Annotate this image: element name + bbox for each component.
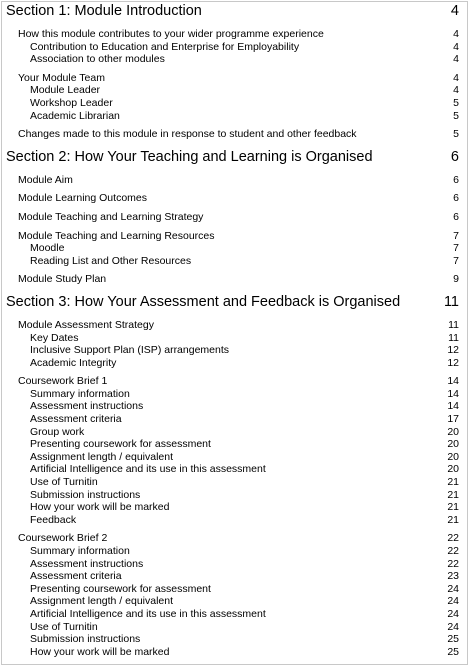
toc-page-number: 20 (447, 425, 459, 438)
toc-heading-entry[interactable] (6, 192, 459, 205)
toc-page-number: 22 (447, 532, 459, 545)
toc-page-number: 7 (453, 242, 459, 255)
toc-entry-title: Module Leader (30, 84, 101, 97)
toc-page-number: 21 (447, 488, 459, 501)
toc-entry-title: Assignment length / equivalent (30, 595, 174, 608)
toc-entry-title: Use of Turnitin (30, 620, 98, 633)
toc-heading-entry[interactable] (6, 375, 459, 388)
toc-page-number: 4 (453, 28, 459, 40)
toc-subheading-entry[interactable] (6, 570, 459, 583)
toc-entry-title: How your work will be marked (30, 645, 170, 658)
toc-subheading-entry[interactable] (6, 413, 459, 426)
toc-entry-title: Presenting coursework for assessment (30, 582, 211, 595)
toc-page-number: 23 (447, 570, 459, 583)
toc-page-number: 5 (453, 128, 459, 141)
toc-section-entry[interactable] (6, 294, 459, 311)
toc-page-number: 4 (453, 53, 459, 66)
toc-entry-title: Module Assessment Strategy (18, 318, 154, 331)
toc-page-number: 14 (447, 375, 459, 388)
toc-page-number: 21 (447, 476, 459, 489)
toc-page-number: 6 (453, 192, 459, 205)
toc-heading-entry[interactable] (6, 230, 459, 243)
toc-heading-entry[interactable] (6, 211, 459, 224)
toc-entry-title: Assessment instructions (30, 400, 144, 413)
toc-entry-title: Section 2: How Your Teaching and Learning is Organised (6, 148, 373, 165)
toc-entry-title: Coursework Brief 2 (18, 532, 108, 545)
toc-page-number: 11 (448, 331, 459, 344)
toc-page-number: 20 (447, 438, 459, 451)
toc-entry-title: Reading List and Other Resources (30, 254, 192, 267)
toc-entry-title: Use of Turnitin (30, 476, 98, 489)
toc-subheading-entry[interactable] (6, 110, 459, 123)
toc-page-number: 22 (447, 545, 459, 557)
toc-entry-title: Moodle (30, 242, 65, 255)
toc-page-number: 21 (447, 513, 459, 526)
toc-entry-title: Module Learning Outcomes (18, 192, 147, 205)
toc-page-number: 11 (448, 318, 459, 331)
toc-entry-title: Your Module Team (18, 71, 105, 84)
toc-entry-title: Section 3: How Your Assessment and Feedback is Organised (6, 293, 401, 310)
toc-subheading-entry[interactable] (6, 545, 459, 558)
toc-entry-title: How your work will be marked (30, 501, 170, 514)
toc-subheading-entry[interactable] (6, 255, 459, 268)
toc-page-number: 20 (447, 450, 459, 463)
toc-page-number: 24 (447, 595, 459, 608)
toc-page-number: 4 (450, 3, 459, 19)
toc-entry-title: Assignment length / equivalent (30, 450, 174, 463)
spacer (6, 286, 459, 294)
toc-page-number: 24 (447, 620, 459, 633)
toc-heading-entry[interactable] (6, 273, 459, 286)
toc-entry-title: Association to other modules (30, 53, 165, 66)
toc-section-entry[interactable] (6, 3, 459, 20)
toc-subheading-entry[interactable] (6, 489, 459, 502)
toc-page-number: 25 (447, 633, 459, 646)
toc-subheading-entry[interactable] (6, 344, 459, 357)
toc-subheading-entry[interactable] (6, 53, 459, 66)
toc-entry-title: Module Teaching and Learning Strategy (18, 210, 204, 223)
toc-page-number: 12 (447, 344, 459, 357)
toc-subheading-entry[interactable] (6, 438, 459, 451)
toc-entry-title: Contribution to Education and Enterprise for Employability (30, 40, 300, 53)
toc-entry-title: Submission instructions (30, 633, 141, 646)
toc-page-number: 7 (453, 254, 459, 267)
toc-entry-title: Coursework Brief 1 (18, 375, 108, 388)
toc-page-number: 6 (453, 210, 459, 223)
toc-page-number: 5 (453, 96, 459, 109)
spacer (6, 141, 459, 149)
toc-entry-title: Presenting coursework for assessment (30, 438, 211, 451)
toc-page-number: 4 (453, 71, 459, 84)
toc-entry-title: Assessment criteria (30, 570, 122, 583)
toc-heading-entry[interactable] (6, 319, 459, 332)
toc-section-entry[interactable] (6, 149, 459, 166)
toc-subheading-entry[interactable] (6, 242, 459, 255)
toc-entry-title: How this module contributes to your wider programme experience (18, 28, 324, 40)
toc-subheading-entry[interactable] (6, 476, 459, 489)
toc-entry-title: Changes made to this module in response to student and other feedback (18, 128, 357, 141)
toc-page-number: 22 (447, 557, 459, 570)
toc-entry-title: Artificial Intelligence and its use in this assessment (30, 463, 266, 476)
toc-entry-title: Section 1: Module Introduction (6, 3, 202, 19)
toc-page-number: 12 (447, 356, 459, 369)
toc-page-number: 25 (447, 645, 459, 658)
toc-entry-title: Assessment instructions (30, 557, 144, 570)
toc-subheading-entry[interactable] (6, 84, 459, 97)
toc-page-number: 4 (453, 84, 459, 97)
toc-subheading-entry[interactable] (6, 595, 459, 608)
toc-page-number: 24 (447, 582, 459, 595)
spacer (6, 311, 459, 319)
toc-entry-title: Key Dates (30, 331, 79, 344)
toc-entry-title: Assessment criteria (30, 413, 122, 426)
toc-page-number: 17 (447, 413, 459, 426)
toc-entry-title: Module Teaching and Learning Resources (18, 229, 215, 242)
toc-heading-entry[interactable] (6, 532, 459, 545)
toc-subheading-entry[interactable] (6, 621, 459, 634)
toc-page-number: 21 (447, 501, 459, 514)
toc-subheading-entry[interactable] (6, 514, 459, 527)
toc-heading-entry[interactable] (6, 128, 459, 141)
toc-heading-entry[interactable] (6, 72, 459, 85)
toc-entry-title: Group work (30, 425, 85, 438)
table-of-contents (6, 3, 459, 658)
toc-subheading-entry[interactable] (6, 583, 459, 596)
toc-page-number: 20 (447, 463, 459, 476)
toc-entry-title: Workshop Leader (30, 96, 113, 109)
toc-page-number: 24 (447, 607, 459, 620)
toc-subheading-entry[interactable] (6, 451, 459, 464)
spacer (6, 20, 459, 28)
toc-entry-title: Module Study Plan (18, 273, 107, 286)
toc-entry-title: Inclusive Support Plan (ISP) arrangements (30, 344, 230, 357)
toc-page-number: 14 (447, 387, 459, 400)
toc-entry-title: Academic Librarian (30, 109, 120, 122)
toc-heading-entry[interactable] (6, 174, 459, 187)
toc-subheading-entry[interactable] (6, 646, 459, 659)
toc-subheading-entry[interactable] (6, 41, 459, 54)
toc-page-number: 5 (453, 109, 459, 122)
toc-subheading-entry[interactable] (6, 357, 459, 370)
toc-page-number: 6 (450, 148, 459, 165)
toc-page-number: 14 (447, 400, 459, 413)
toc-page-number: 7 (453, 229, 459, 242)
toc-subheading-entry[interactable] (6, 608, 459, 621)
toc-entry-title: Summary information (30, 545, 130, 557)
toc-page-number: 4 (453, 40, 459, 53)
toc-page-number: 6 (453, 173, 459, 186)
toc-subheading-entry[interactable] (6, 633, 459, 646)
toc-entry-title: Submission instructions (30, 488, 141, 501)
toc-heading-entry[interactable] (6, 28, 459, 41)
toc-entry-title: Module Aim (18, 173, 73, 186)
toc-entry-title: Summary information (30, 387, 130, 400)
toc-subheading-entry[interactable] (6, 97, 459, 110)
toc-entry-title: Artificial Intelligence and its use in this assessment (30, 607, 266, 620)
toc-page-number: 9 (453, 273, 459, 286)
toc-subheading-entry[interactable] (6, 426, 459, 439)
toc-entry-title: Academic Integrity (30, 356, 117, 369)
toc-entry-title: Feedback (30, 513, 77, 526)
toc-subheading-entry[interactable] (6, 400, 459, 413)
toc-page-number: 11 (443, 293, 459, 310)
spacer (6, 166, 459, 174)
toc-subheading-entry[interactable] (6, 501, 459, 514)
toc-subheading-entry[interactable] (6, 388, 459, 401)
toc-subheading-entry[interactable] (6, 558, 459, 571)
toc-subheading-entry[interactable] (6, 332, 459, 345)
toc-subheading-entry[interactable] (6, 463, 459, 476)
